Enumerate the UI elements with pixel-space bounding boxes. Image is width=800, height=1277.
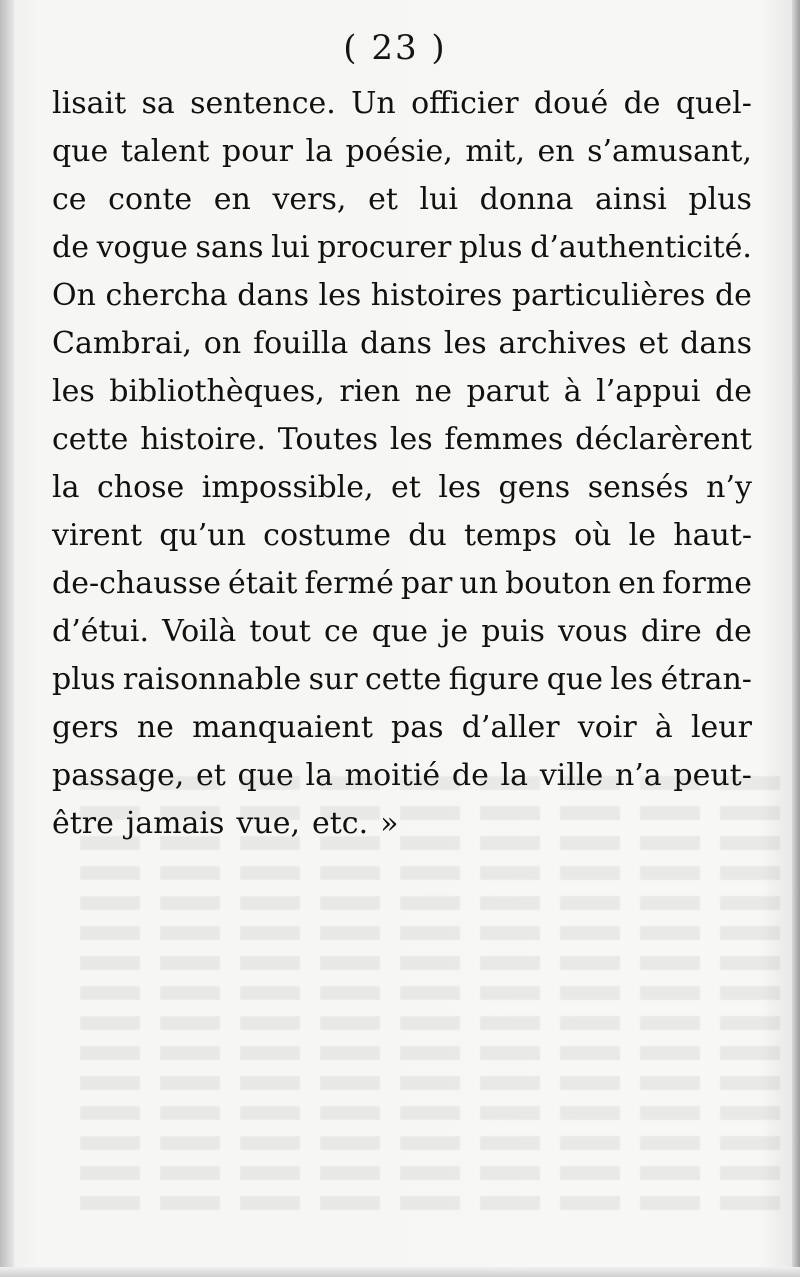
- page-bottom-edge: [0, 1267, 800, 1277]
- word: que: [237, 758, 294, 793]
- text-line: [52, 464, 752, 512]
- word: à: [654, 710, 673, 745]
- word: bouton: [505, 566, 612, 601]
- word: où: [574, 518, 612, 553]
- word: les: [443, 326, 487, 361]
- word: chercha: [105, 278, 228, 313]
- word: de: [52, 230, 89, 265]
- word: on: [203, 326, 242, 361]
- word: haut-: [673, 518, 752, 553]
- word: parut: [466, 374, 550, 409]
- word: ce: [52, 182, 87, 217]
- text-line: [52, 656, 752, 704]
- word: en: [537, 134, 575, 169]
- word: voir: [577, 710, 637, 745]
- word: cette: [364, 662, 442, 697]
- word: les: [389, 422, 433, 457]
- text-line: [52, 800, 752, 848]
- word: ne: [136, 710, 174, 745]
- word: sentence.: [190, 86, 336, 121]
- word: que: [546, 662, 603, 697]
- word: dire: [640, 614, 702, 649]
- word: de: [451, 758, 489, 793]
- word: à: [563, 374, 582, 409]
- word: figure: [448, 662, 540, 697]
- word: dans: [680, 326, 752, 361]
- word: l’appui: [596, 374, 701, 409]
- text-line: [52, 176, 752, 224]
- word: bibliothèques,: [109, 374, 325, 409]
- word: s’amusant,: [587, 134, 752, 169]
- word: être: [52, 806, 114, 841]
- word: ne: [414, 374, 452, 409]
- word: fermé: [304, 566, 394, 601]
- word: vous: [557, 614, 628, 649]
- text-line: [52, 80, 752, 128]
- page-gutter-shadow: [0, 0, 14, 1277]
- word: mit,: [465, 134, 525, 169]
- word: et: [391, 470, 421, 505]
- word: la: [500, 758, 529, 793]
- word: et: [195, 758, 226, 793]
- word: peut-: [673, 758, 752, 793]
- word: histoires: [370, 278, 503, 313]
- word: par: [400, 566, 453, 601]
- word: gens: [498, 470, 571, 505]
- word: gers: [52, 710, 119, 745]
- word: vogue: [96, 230, 188, 265]
- word: déclarèrent: [575, 422, 752, 457]
- word: quel-: [675, 86, 752, 121]
- word: pour: [222, 134, 293, 169]
- word: costume: [263, 518, 392, 553]
- word: la: [305, 758, 333, 793]
- word: les: [318, 278, 362, 313]
- word: temps: [463, 518, 557, 553]
- word: impossible,: [201, 470, 374, 505]
- word: officier: [411, 86, 519, 121]
- word: lui: [271, 230, 310, 265]
- word: Voilà: [162, 614, 237, 649]
- word: et: [368, 182, 398, 217]
- word: de-chausse: [52, 566, 221, 601]
- word: procurer: [317, 230, 452, 265]
- word: de: [715, 374, 752, 409]
- word: particulières: [511, 278, 706, 313]
- word: d’aller: [461, 710, 560, 745]
- word: dans: [237, 278, 309, 313]
- word: virent: [52, 518, 143, 553]
- word: lisait: [52, 86, 127, 121]
- word: de: [714, 278, 752, 313]
- word: la: [305, 134, 333, 169]
- word: doué: [533, 86, 609, 121]
- word: cette: [52, 422, 129, 457]
- text-line: [52, 416, 752, 464]
- text-line: [52, 128, 752, 176]
- word: plus: [459, 230, 523, 265]
- word: et: [638, 326, 669, 361]
- word: ainsi: [595, 182, 667, 217]
- word: »: [380, 806, 399, 841]
- word: ce: [324, 614, 359, 649]
- word: sans: [195, 230, 264, 265]
- text-line: [52, 752, 752, 800]
- word: talent: [120, 134, 210, 169]
- word: moitié: [344, 758, 441, 793]
- word: que: [52, 134, 109, 169]
- page-right-edge: [792, 0, 800, 1277]
- word: vue,: [236, 806, 300, 841]
- text-line: [52, 512, 752, 560]
- word: n’a: [614, 758, 662, 793]
- word: On: [52, 278, 96, 313]
- word: fouilla: [253, 326, 349, 361]
- text-line: [52, 368, 752, 416]
- word: ville: [539, 758, 604, 793]
- text-line: [52, 608, 752, 656]
- word: d’authenticité.: [530, 230, 752, 265]
- word: n’y: [706, 470, 752, 505]
- text-line: [52, 272, 752, 320]
- word: femmes: [444, 422, 564, 457]
- word: du: [408, 518, 447, 553]
- word: plus: [52, 662, 116, 697]
- word: tout: [249, 614, 311, 649]
- word: etc.: [311, 806, 369, 841]
- word: puis: [481, 614, 545, 649]
- word: de: [714, 614, 752, 649]
- word: qu’un: [159, 518, 246, 553]
- word: archives: [498, 326, 627, 361]
- word: lui: [419, 182, 458, 217]
- word: les: [438, 470, 482, 505]
- word: étran-: [660, 662, 752, 697]
- word: je: [441, 614, 469, 649]
- word: leur: [690, 710, 752, 745]
- word: était: [228, 566, 298, 601]
- word: raisonnable: [122, 662, 302, 697]
- word: les: [52, 374, 95, 409]
- word: le: [628, 518, 657, 553]
- word: jamais: [125, 806, 225, 841]
- body-text: [52, 80, 752, 848]
- word: Un: [351, 86, 396, 121]
- word: de: [623, 86, 661, 121]
- word: en: [618, 566, 656, 601]
- word: que: [371, 614, 428, 649]
- word: d’étui.: [52, 614, 150, 649]
- word: donna: [479, 182, 574, 217]
- word: chose: [96, 470, 185, 505]
- word: manquaient: [192, 710, 373, 745]
- word: Cambrai,: [52, 326, 192, 361]
- text-line: [52, 320, 752, 368]
- word: sa: [141, 86, 175, 121]
- word: pas: [391, 710, 444, 745]
- word: Toutes: [277, 422, 379, 457]
- text-line: [52, 224, 752, 272]
- word: sur: [308, 662, 358, 697]
- word: dans: [360, 326, 432, 361]
- word: poésie,: [345, 134, 453, 169]
- word: rien: [339, 374, 401, 409]
- word: conte: [108, 182, 193, 217]
- word: forme: [662, 566, 752, 601]
- word: sensés: [587, 470, 689, 505]
- word: passage,: [52, 758, 185, 793]
- word: plus: [688, 182, 752, 217]
- word: un: [459, 566, 499, 601]
- word: les: [610, 662, 654, 697]
- word: la: [52, 470, 80, 505]
- word: histoire.: [140, 422, 266, 457]
- word: vers,: [272, 182, 347, 217]
- text-line: [52, 560, 752, 608]
- word: en: [213, 182, 251, 217]
- text-line: [52, 704, 752, 752]
- page-number: ( 23 ): [343, 28, 447, 68]
